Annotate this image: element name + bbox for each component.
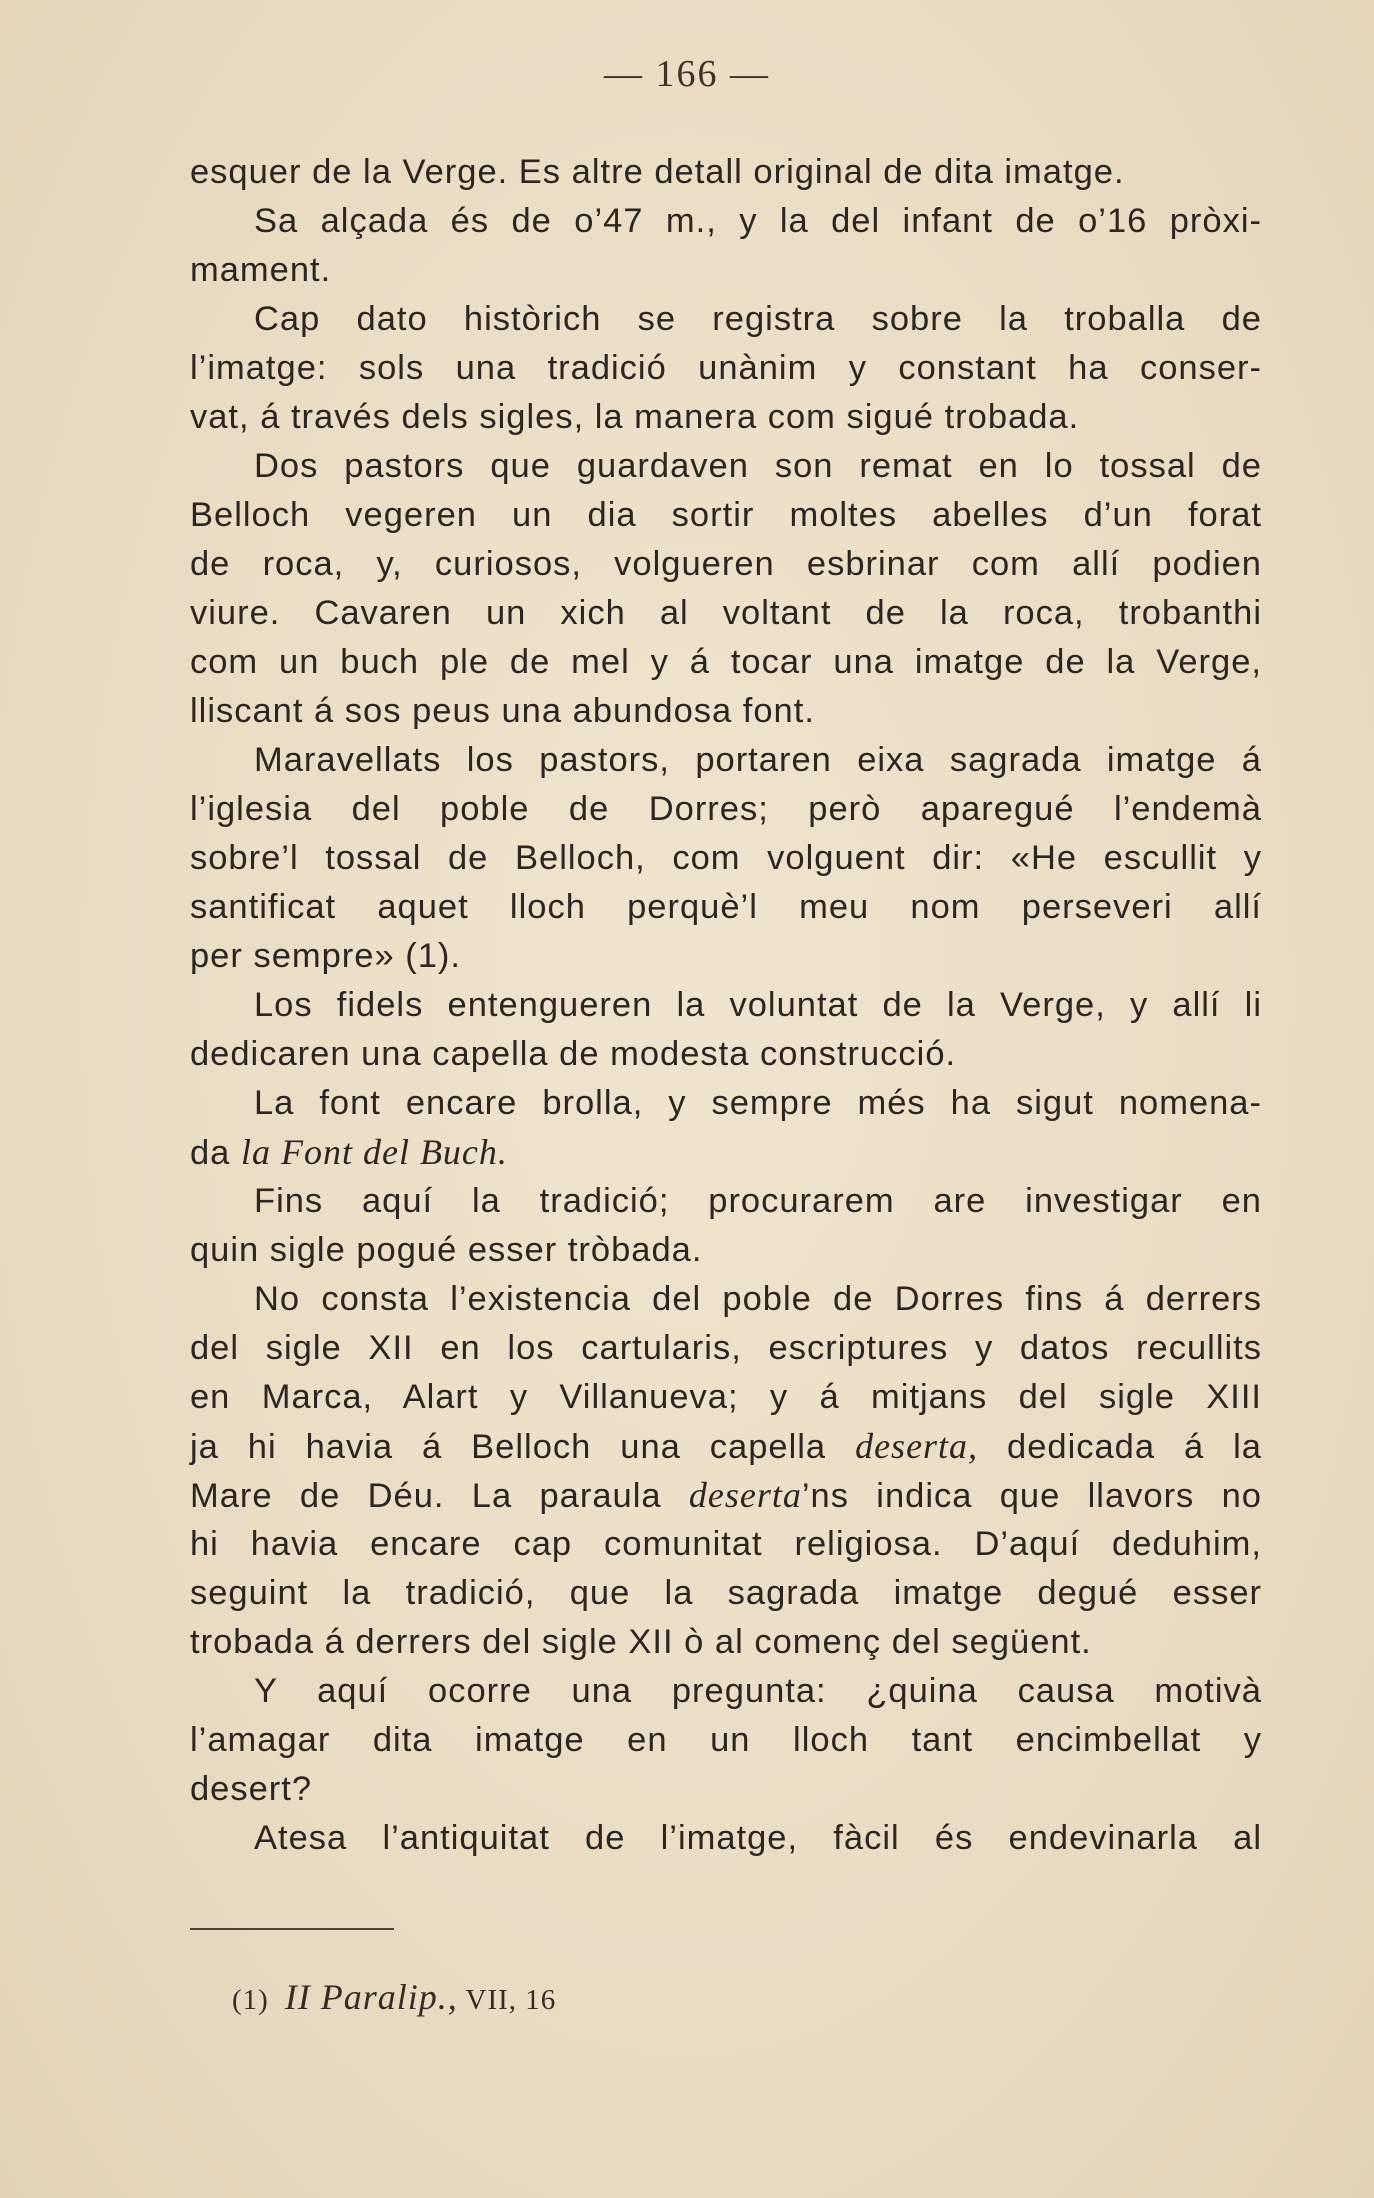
- text-segment: Maravellats los pastors, portaren eixa sagrada imatge á: [254, 741, 1262, 779]
- paragraph: [190, 295, 1262, 442]
- paragraph: [190, 1177, 1262, 1275]
- text-segment: en Marca, Alart y Villanueva; y á mitjans del sigle XIII: [190, 1378, 1262, 1416]
- text-segment: trobada á derrers del sigle XII ò al començ del següent.: [190, 1623, 1092, 1661]
- text-segment: dedicada á la: [978, 1428, 1262, 1466]
- text-segment: viure. Cavaren un xich al voltant de la roca, trobanthi: [190, 594, 1262, 632]
- text-segment: da: [190, 1134, 241, 1172]
- text-line: [190, 1324, 1262, 1373]
- text-line: [190, 1030, 1262, 1079]
- text-segment: Cap dato històrich se registra sobre la troballa de: [254, 300, 1262, 338]
- text-segment: mament.: [190, 251, 332, 289]
- text-line: [190, 246, 1262, 295]
- text-line: [190, 1569, 1262, 1618]
- text-line: [190, 981, 1262, 1030]
- text-line: [190, 1422, 1262, 1471]
- text-segment: com un buch ple de mel y á tocar una imatge de la Verge,: [190, 643, 1262, 681]
- text-line: [190, 589, 1262, 638]
- text-line: [190, 1275, 1262, 1324]
- text-segment: santificat aquet lloch perquè’l meu nom perseveri allí: [190, 888, 1262, 926]
- text-segment: per sempre» (1).: [190, 937, 462, 975]
- text-segment: esquer de la Verge. Es altre detall original de dita imatge.: [190, 153, 1125, 191]
- italic-text: la Font del Buch.: [240, 1132, 508, 1172]
- paragraph: [190, 1079, 1262, 1177]
- text-segment: No consta l’existencia del poble de Dorres fins á derrers: [254, 1280, 1262, 1318]
- text-line: [190, 1226, 1262, 1275]
- text-line: [190, 687, 1262, 736]
- footnote-reference: VII, 16: [457, 1984, 557, 2016]
- text-line: [190, 1765, 1262, 1814]
- text-line: [190, 1667, 1262, 1716]
- text-segment: Y aquí ocorre una pregunta: ¿quina causa motivà: [254, 1672, 1262, 1710]
- text-line: [190, 442, 1262, 491]
- text-segment: Belloch vegeren un dia sortir moltes abelles d’un forat: [190, 496, 1262, 534]
- text-line: [190, 295, 1262, 344]
- page-number: — 166 —: [604, 53, 770, 95]
- text-segment: Mare de Déu. La paraula: [190, 1477, 689, 1515]
- text-segment: Los fidels entengueren la voluntat de la Verge, y allí li: [254, 986, 1262, 1024]
- text-segment: de roca, y, curiosos, volgueren esbrinar com allí podien: [190, 545, 1262, 583]
- text-segment: sobre’l tossal de Belloch, com volguent dir: «He escullit y: [190, 839, 1262, 877]
- text-segment: vat, á través dels sigles, la manera com sigué trobada.: [190, 398, 1080, 436]
- text-line: [190, 540, 1262, 589]
- paragraph: [190, 442, 1262, 736]
- footnote-rule: [190, 1928, 394, 1930]
- text-line: [190, 1618, 1262, 1667]
- paragraph: [190, 1667, 1262, 1814]
- text-segment: ja hi havia á Belloch una capella: [190, 1428, 856, 1466]
- text-line: [190, 1373, 1262, 1422]
- text-line: [190, 148, 1262, 197]
- text-segment: seguint la tradició, que la sagrada imatge degué esser: [190, 1574, 1262, 1612]
- text-segment: Sa alçada és de o’47 m., y la del infant de o’16 pròxi-: [254, 202, 1262, 240]
- paragraph: [190, 1275, 1262, 1667]
- text-line: [190, 736, 1262, 785]
- text-segment: l’amagar dita imatge en un lloch tant encimbellat y: [190, 1721, 1262, 1759]
- text-segment: quin sigle pogué esser tròbada.: [190, 1231, 703, 1269]
- text-segment: del sigle XII en los cartularis, escriptures y datos recullits: [190, 1329, 1262, 1367]
- footnote-mark: (1): [232, 1984, 269, 2016]
- paragraph: [190, 1814, 1262, 1863]
- text-line: [190, 1716, 1262, 1765]
- text-segment: Dos pastors que guardaven son remat en lo tossal de: [254, 447, 1262, 485]
- text-line: [190, 883, 1262, 932]
- text-line: [190, 197, 1262, 246]
- text-segment: Atesa l’antiquitat de l’imatge, fàcil és endevinarla al: [254, 1819, 1262, 1857]
- text-line: [190, 932, 1262, 981]
- footnote: [232, 1976, 556, 2018]
- text-line: [190, 491, 1262, 540]
- text-segment: l’iglesia del poble de Dorres; però aparegué l’endemà: [190, 790, 1262, 828]
- footnote-source: II Paralip.,: [284, 1977, 458, 2017]
- text-segment: hi havia encare cap comunitat religiosa. D’aquí deduhim,: [190, 1525, 1262, 1563]
- text-line: [190, 344, 1262, 393]
- text-segment: desert?: [190, 1770, 313, 1808]
- text-segment: l’imatge: sols una tradició unànim y constant ha conser-: [190, 349, 1262, 387]
- paragraph: [190, 148, 1262, 197]
- italic-text: deserta: [688, 1475, 802, 1515]
- text-line: [190, 834, 1262, 883]
- text-segment: ’ns indica que llavors no: [801, 1477, 1262, 1515]
- text-line: [190, 1814, 1262, 1863]
- text-line: [190, 785, 1262, 834]
- italic-text: deserta,: [855, 1426, 979, 1466]
- text-segment: dedicaren una capella de modesta construcció.: [190, 1035, 957, 1073]
- paragraph: [190, 981, 1262, 1079]
- paragraph: [190, 736, 1262, 981]
- text-segment: lliscant á sos peus una abundosa font.: [190, 692, 815, 730]
- body-text: [190, 148, 1262, 1863]
- text-segment: La font encare brolla, y sempre més ha sigut nomena-: [254, 1084, 1262, 1122]
- text-line: [190, 1520, 1262, 1569]
- text-line: [190, 1128, 1262, 1177]
- text-line: [190, 1079, 1262, 1128]
- text-line: [190, 638, 1262, 687]
- text-segment: Fins aquí la tradició; procurarem are investigar en: [254, 1182, 1262, 1220]
- text-line: [190, 1177, 1262, 1226]
- text-line: [190, 393, 1262, 442]
- text-line: [190, 1471, 1262, 1520]
- paragraph: [190, 197, 1262, 295]
